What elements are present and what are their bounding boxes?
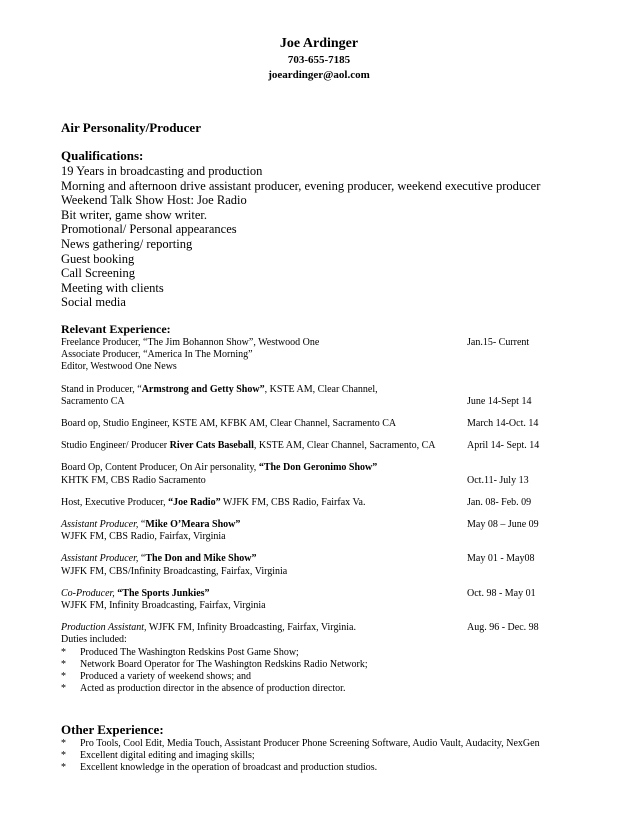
job-spacer bbox=[61, 612, 581, 622]
job-text: , KSTE AM, Clear Channel, bbox=[264, 383, 378, 395]
job-line bbox=[61, 634, 581, 646]
job-text: Network Board Operator for The Washington Redskins Radio Network; bbox=[80, 658, 368, 670]
job-dates: June 14-Sept 14 bbox=[467, 395, 532, 407]
job-list bbox=[61, 337, 581, 695]
candidate-name: Joe Ardinger bbox=[279, 36, 359, 51]
job-text: Stand in Producer, “ bbox=[61, 383, 142, 395]
bullet-marker: * bbox=[61, 683, 66, 695]
other-experience-item bbox=[61, 738, 581, 750]
job-line bbox=[61, 647, 581, 659]
job-text: Sacramento CA bbox=[61, 395, 125, 407]
job-line bbox=[61, 384, 581, 396]
job-line bbox=[61, 475, 581, 487]
show-name: “The Sports Junkies” bbox=[117, 587, 210, 599]
bullet-marker: * bbox=[61, 671, 66, 683]
job-text: Freelance Producer, “The Jim Bohannon Show”, Westwood One bbox=[61, 337, 320, 348]
job-entry bbox=[61, 337, 581, 374]
job-line bbox=[61, 553, 581, 565]
job-spacer bbox=[61, 408, 581, 418]
show-name: River Cats Baseball bbox=[169, 440, 254, 452]
job-text: Duties included: bbox=[61, 634, 127, 646]
job-spacer bbox=[61, 543, 581, 553]
qualifications-section bbox=[61, 148, 581, 310]
objective-title: Air Personality/Producer bbox=[61, 120, 201, 135]
job-entry bbox=[61, 588, 581, 612]
job-line bbox=[61, 440, 581, 452]
job-line bbox=[61, 418, 581, 430]
bullet-marker: * bbox=[61, 658, 66, 670]
job-text: “ bbox=[138, 553, 146, 565]
other-experience-text: Excellent digital editing and imaging skills; bbox=[80, 750, 255, 762]
job-line bbox=[61, 659, 581, 671]
bullet-marker: * bbox=[61, 646, 66, 658]
job-line bbox=[61, 497, 581, 509]
job-text: Produced The Washington Redskins Post Game Show; bbox=[80, 646, 299, 658]
job-entry bbox=[61, 462, 581, 486]
job-text: “ bbox=[138, 519, 146, 531]
job-spacer bbox=[61, 509, 581, 519]
show-name: “Joe Radio” bbox=[168, 496, 221, 508]
job-text: Host, Executive Producer, bbox=[61, 496, 169, 508]
job-role: Co-Producer, bbox=[61, 587, 115, 599]
job-text: Associate Producer, “America In The Morning” bbox=[61, 349, 253, 361]
job-entry bbox=[61, 384, 581, 408]
job-dates: Oct. 98 - May 01 bbox=[467, 587, 536, 599]
other-experience-item bbox=[61, 762, 581, 774]
show-name: The Don and Mike Show” bbox=[145, 553, 257, 565]
qualification-item: Morning and afternoon drive assistant producer, evening producer, weekend executive producer bbox=[61, 178, 541, 193]
job-text: WJFK FM, Infinity Broadcasting, Fairfax, Virginia. bbox=[146, 622, 356, 634]
job-entry bbox=[61, 497, 581, 509]
job-line bbox=[61, 600, 581, 612]
other-experience-heading: Other Experience: bbox=[61, 722, 164, 737]
job-entry bbox=[61, 440, 581, 452]
job-spacer bbox=[61, 487, 581, 497]
job-entry bbox=[61, 519, 581, 543]
bullet-marker: * bbox=[61, 738, 66, 749]
qualification-item: Social media bbox=[61, 295, 126, 310]
qualification-item: Weekend Talk Show Host: Joe Radio bbox=[61, 193, 247, 208]
show-name: “The Don Geronimo Show” bbox=[258, 462, 378, 474]
job-line bbox=[61, 683, 581, 695]
job-text: WJFK FM, CBS Radio, Fairfax, Virginia bbox=[61, 531, 226, 543]
job-spacer bbox=[61, 452, 581, 462]
other-experience-text: Excellent knowledge in the operation of broadcast and production studios. bbox=[80, 762, 378, 774]
resume-header bbox=[0, 35, 638, 83]
job-line bbox=[61, 622, 581, 634]
other-experience-text: Pro Tools, Cool Edit, Media Touch, Assistant Producer Phone Screening Software, Audio Vault, Audacity, NexGen bbox=[80, 738, 540, 749]
qualifications-list bbox=[61, 164, 581, 310]
job-dates: March 14-Oct. 14 bbox=[467, 418, 539, 430]
job-text: WJFK FM, Infinity Broadcasting, Fairfax, Virginia bbox=[61, 600, 266, 612]
objective-section bbox=[61, 120, 581, 136]
job-text: Editor, Westwood One News bbox=[61, 361, 177, 373]
job-line bbox=[61, 531, 581, 543]
job-line bbox=[61, 361, 581, 373]
phone-number: 703-655-7185 bbox=[287, 54, 351, 66]
relevant-experience-section bbox=[61, 322, 581, 695]
job-dates: May 08 – June 09 bbox=[467, 519, 539, 531]
job-entry bbox=[61, 622, 581, 695]
job-line bbox=[61, 349, 581, 361]
relevant-experience-heading: Relevant Experience: bbox=[61, 322, 171, 336]
job-text: Studio Engineer/ Producer bbox=[61, 440, 170, 452]
job-line bbox=[61, 671, 581, 683]
qualification-item: Bit writer, game show writer. bbox=[61, 207, 207, 222]
other-experience-section bbox=[61, 722, 581, 775]
job-spacer bbox=[61, 430, 581, 440]
job-text: Board Op, Content Producer, On Air personality, bbox=[61, 462, 259, 474]
job-text: Produced a variety of weekend shows; and bbox=[80, 671, 252, 683]
qualification-item: Promotional/ Personal appearances bbox=[61, 222, 237, 237]
bullet-marker: * bbox=[61, 762, 66, 774]
job-dates: May 01 - May08 bbox=[467, 553, 535, 565]
show-name: Armstrong and Getty Show” bbox=[141, 383, 265, 395]
job-text: Board op, Studio Engineer, KSTE AM, KFBK AM, Clear Channel, Sacramento CA bbox=[61, 418, 397, 430]
job-line bbox=[61, 337, 581, 349]
job-role: Assistant Producer, bbox=[61, 519, 139, 531]
job-dates: Jan.15- Current bbox=[467, 337, 530, 348]
job-spacer bbox=[61, 374, 581, 384]
qualification-item: Meeting with clients bbox=[61, 280, 164, 295]
job-text: WJFK FM, CBS/Infinity Broadcasting, Fairfax, Virginia bbox=[61, 565, 288, 577]
job-dates: Aug. 96 - Dec. 98 bbox=[467, 622, 539, 634]
job-line bbox=[61, 519, 581, 531]
job-role: Production Assistant, bbox=[61, 622, 147, 634]
job-text: , KSTE AM, Clear Channel, Sacramento, CA bbox=[253, 440, 436, 452]
job-line bbox=[61, 396, 581, 408]
qualification-item: News gathering/ reporting bbox=[61, 236, 193, 251]
job-line bbox=[61, 566, 581, 578]
job-line bbox=[61, 462, 581, 474]
job-text: KHTK FM, CBS Radio Sacramento bbox=[61, 474, 206, 486]
job-entry bbox=[61, 418, 581, 430]
other-experience-item bbox=[61, 750, 581, 762]
job-text: WJFK FM, CBS Radio, Fairfax Va. bbox=[220, 496, 366, 508]
job-entry bbox=[61, 553, 581, 577]
qualification-item: Call Screening bbox=[61, 266, 135, 281]
qualification-item: 19 Years in broadcasting and production bbox=[61, 164, 263, 178]
job-dates: Oct.11- July 13 bbox=[467, 474, 529, 486]
qualifications-heading: Qualifications: bbox=[61, 148, 144, 163]
job-line bbox=[61, 588, 581, 600]
job-role: Assistant Producer, bbox=[61, 553, 139, 565]
show-name: Mike O’Meara Show” bbox=[145, 519, 241, 531]
bullet-marker: * bbox=[61, 750, 66, 762]
job-spacer bbox=[61, 578, 581, 588]
job-dates: Jan. 08- Feb. 09 bbox=[467, 496, 532, 508]
email-address: joeardinger@aol.com bbox=[268, 69, 370, 81]
other-experience-list bbox=[61, 738, 581, 775]
job-dates: April 14- Sept. 14 bbox=[467, 440, 540, 452]
job-text: Acted as production director in the absence of production director. bbox=[80, 683, 346, 695]
qualification-item: Guest booking bbox=[61, 251, 135, 266]
